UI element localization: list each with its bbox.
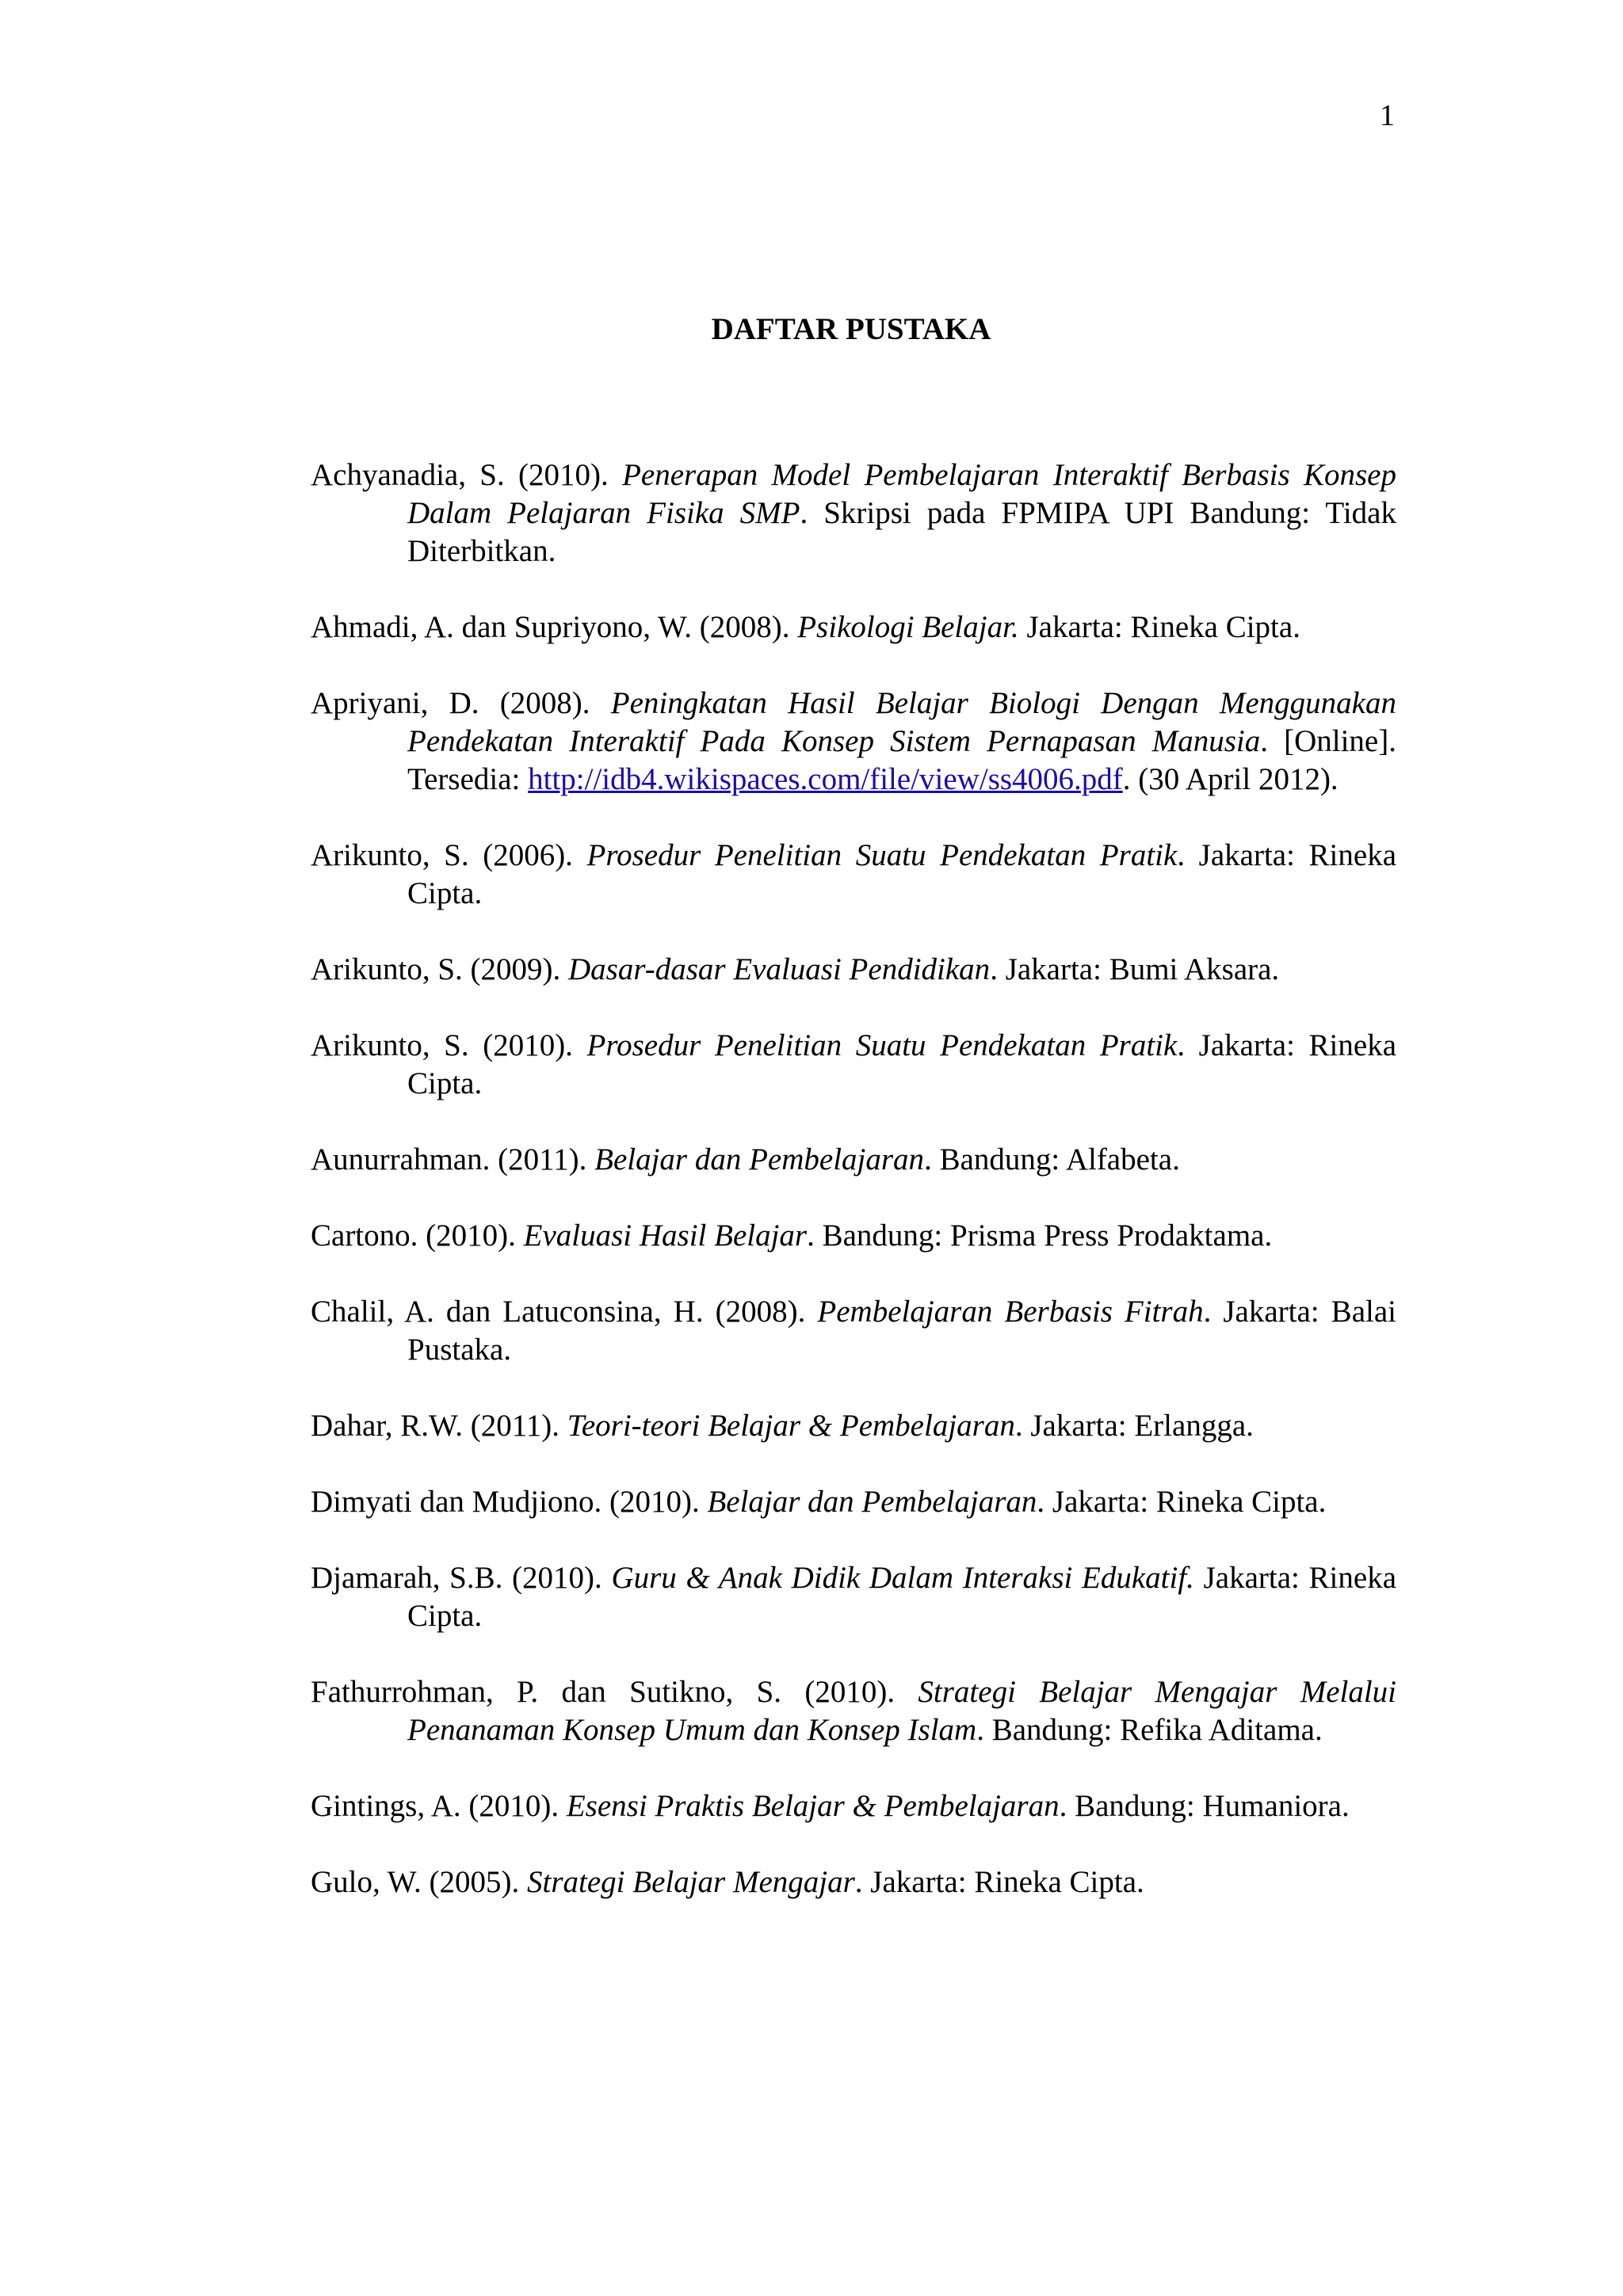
- reference-title: Strategi Belajar Mengajar: [527, 1865, 855, 1899]
- reference-publisher: Jakarta: Rineka Cipta.: [1018, 610, 1300, 644]
- reference-publisher: . Bandung: Humaniora.: [1059, 1789, 1350, 1823]
- reference-publisher: . Skripsi pada FPMIPA UPI Bandung: Tidak Diterbitkan.: [407, 496, 1396, 568]
- reference-author: Achyanadia, S. (2010).: [311, 458, 609, 492]
- reference-publisher: . Bandung: Prisma Press Prodaktama.: [807, 1219, 1273, 1253]
- reference-entry: [311, 1293, 1396, 1369]
- reference-title: Belajar dan Pembelajaran: [594, 1142, 925, 1177]
- reference-title: Esensi Praktis Belajar & Pembelajaran: [566, 1789, 1060, 1823]
- reference-title: Pembelajaran Berbasis Fitrah: [817, 1295, 1204, 1329]
- reference-entry: [311, 951, 1396, 989]
- reference-entry: [311, 608, 1396, 646]
- reference-author: Arikunto, S. (2009).: [311, 952, 561, 986]
- reference-publisher: . Jakarta: Rineka Cipta.: [1037, 1485, 1327, 1519]
- reference-publisher: . Bandung: Refika Aditama.: [976, 1713, 1323, 1747]
- reference-author: Ahmadi, A. dan Supriyono, W. (2008).: [311, 610, 790, 644]
- reference-publisher: . Jakarta: Bumi Aksara.: [990, 952, 1280, 986]
- reference-title: Strategi Belajar Mengajar Melalui Penanaman Konsep Umum dan Konsep Islam: [407, 1675, 1397, 1747]
- reference-publisher: Jakarta: Rineka Cipta.: [407, 1561, 1396, 1633]
- reference-publisher: . Jakarta: Rineka Cipta.: [407, 838, 1396, 910]
- reference-entry: [311, 837, 1396, 913]
- reference-title: Prosedur Penelitian Suatu Pendekatan Pratik: [586, 838, 1178, 872]
- reference-title: Guru & Anak Didik Dalam Interaksi Edukatif.: [611, 1561, 1194, 1595]
- reference-entry: [311, 1863, 1396, 1901]
- reference-publisher: . [Online]. Tersedia:: [407, 724, 1396, 796]
- reference-author: Fathurrohman, P. dan Sutikno, S. (2010).: [311, 1675, 896, 1709]
- reference-entry: [311, 685, 1396, 799]
- reference-author: Dimyati dan Mudjiono. (2010).: [311, 1485, 700, 1519]
- page-title: DAFTAR PUSTAKA: [711, 312, 991, 346]
- reference-entry: [311, 1673, 1396, 1749]
- reference-entry: [311, 1217, 1396, 1255]
- reference-publisher: . Jakarta: Erlangga.: [1014, 1409, 1254, 1443]
- reference-title: Dasar-dasar Evaluasi Pendidikan: [568, 952, 991, 986]
- reference-author: Cartono. (2010).: [311, 1219, 516, 1253]
- reference-author: Arikunto, S. (2006).: [311, 838, 573, 872]
- reference-title: Penerapan Model Pembelajaran Interaktif Berbasis Konsep Dalam Pelajaran Fisika SMP: [407, 458, 1396, 530]
- reference-link[interactable]: http://idb4.wikispaces.com/file/view/ss4006.pdf: [528, 762, 1123, 796]
- reference-author: Aunurrahman. (2011).: [311, 1142, 587, 1177]
- reference-author: Djamarah, S.B. (2010).: [311, 1561, 602, 1595]
- reference-entry: [311, 1559, 1396, 1635]
- reference-title: Belajar dan Pembelajaran: [707, 1485, 1037, 1519]
- reference-author: Arikunto, S. (2010).: [311, 1028, 573, 1062]
- reference-title: Psikologi Belajar.: [797, 610, 1019, 644]
- reference-publisher: . Jakarta: Rineka Cipta.: [854, 1865, 1144, 1899]
- reference-publisher: . Jakarta: Rineka Cipta.: [407, 1028, 1396, 1100]
- reference-entry: [311, 1787, 1396, 1825]
- reference-title: Evaluasi Hasil Belajar: [523, 1219, 808, 1253]
- reference-list: [311, 456, 1396, 1939]
- reference-entry: [311, 1027, 1396, 1103]
- reference-entry: [311, 1407, 1396, 1445]
- reference-entry: [311, 1141, 1396, 1179]
- reference-author: Apriyani, D. (2008).: [311, 686, 590, 720]
- reference-access-date: . (30 April 2012).: [1122, 762, 1338, 796]
- page-number: 1: [1380, 99, 1395, 132]
- reference-entry: [311, 1483, 1396, 1521]
- reference-title: Teori-teori Belajar & Pembelajaran: [567, 1409, 1015, 1443]
- reference-entry: [311, 456, 1396, 570]
- reference-author: Gintings, A. (2010).: [311, 1789, 559, 1823]
- reference-author: Gulo, W. (2005).: [311, 1865, 520, 1899]
- reference-author: Dahar, R.W. (2011).: [311, 1409, 559, 1443]
- reference-title: Prosedur Penelitian Suatu Pendekatan Pratik: [586, 1028, 1178, 1062]
- reference-publisher: . Bandung: Alfabeta.: [924, 1142, 1180, 1177]
- reference-title: Peningkatan Hasil Belajar Biologi Dengan Menggunakan Pendekatan Interaktif Pada Konsep Sistem Pernapasan Manusia: [407, 686, 1396, 758]
- reference-author: Chalil, A. dan Latuconsina, H. (2008).: [311, 1295, 806, 1329]
- reference-publisher: . Jakarta: Balai Pustaka.: [407, 1295, 1396, 1367]
